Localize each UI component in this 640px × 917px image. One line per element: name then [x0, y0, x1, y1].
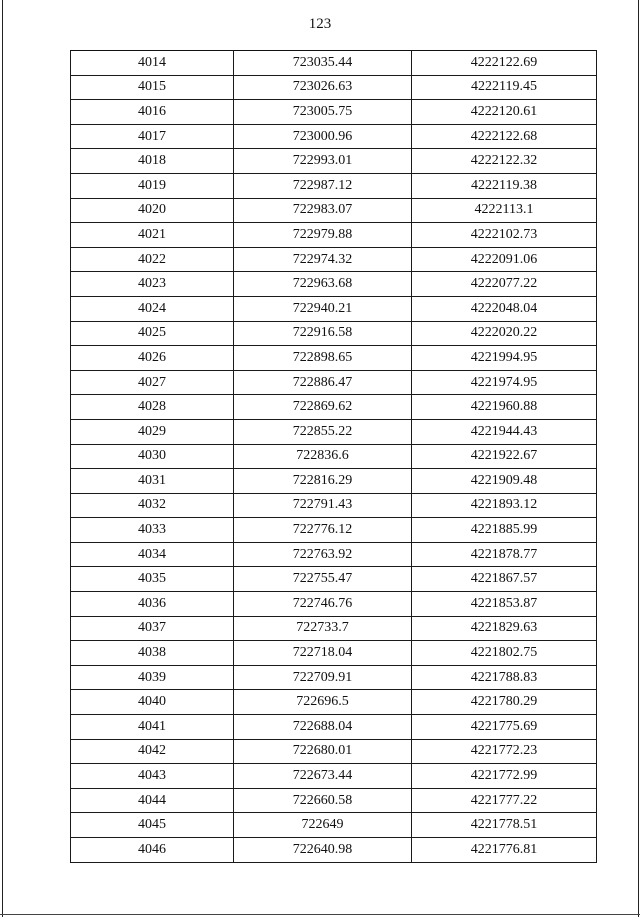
- y-coordinate-cell: 4222119.45: [412, 75, 597, 100]
- table-row: [71, 247, 597, 272]
- y-coordinate-cell: 4221775.69: [412, 715, 597, 740]
- point-id-cell: 4045: [71, 813, 234, 838]
- table-row: [71, 616, 597, 641]
- x-coordinate-cell: 722983.07: [234, 198, 412, 223]
- x-coordinate-cell: 723035.44: [234, 51, 412, 76]
- x-coordinate-cell: 723000.96: [234, 124, 412, 149]
- page-edge-bottom: [0, 914, 640, 915]
- table-row: [71, 444, 597, 469]
- point-id-cell: 4014: [71, 51, 234, 76]
- table-row: [71, 321, 597, 346]
- x-coordinate-cell: 722940.21: [234, 296, 412, 321]
- x-coordinate-cell: 722776.12: [234, 518, 412, 543]
- table-row: [71, 641, 597, 666]
- x-coordinate-cell: 722680.01: [234, 739, 412, 764]
- y-coordinate-cell: 4222077.22: [412, 272, 597, 297]
- point-id-cell: 4021: [71, 223, 234, 248]
- table-row: [71, 567, 597, 592]
- y-coordinate-cell: 4222120.61: [412, 100, 597, 125]
- x-coordinate-cell: 722718.04: [234, 641, 412, 666]
- y-coordinate-cell: 4221772.23: [412, 739, 597, 764]
- point-id-cell: 4027: [71, 370, 234, 395]
- point-id-cell: 4022: [71, 247, 234, 272]
- y-coordinate-cell: 4222020.22: [412, 321, 597, 346]
- y-coordinate-cell: 4221802.75: [412, 641, 597, 666]
- x-coordinate-cell: 722898.65: [234, 346, 412, 371]
- coordinates-table-body: [71, 51, 597, 863]
- y-coordinate-cell: 4222122.68: [412, 124, 597, 149]
- x-coordinate-cell: 722746.76: [234, 592, 412, 617]
- table-row: [71, 764, 597, 789]
- table-row: [71, 75, 597, 100]
- x-coordinate-cell: 722855.22: [234, 419, 412, 444]
- table-row: [71, 518, 597, 543]
- x-coordinate-cell: 722688.04: [234, 715, 412, 740]
- x-coordinate-cell: 722649: [234, 813, 412, 838]
- page-edge-right: [638, 0, 639, 917]
- point-id-cell: 4036: [71, 592, 234, 617]
- point-id-cell: 4042: [71, 739, 234, 764]
- point-id-cell: 4037: [71, 616, 234, 641]
- point-id-cell: 4038: [71, 641, 234, 666]
- point-id-cell: 4015: [71, 75, 234, 100]
- coordinates-table: [70, 50, 597, 863]
- table-row: [71, 592, 597, 617]
- y-coordinate-cell: 4221853.87: [412, 592, 597, 617]
- point-id-cell: 4040: [71, 690, 234, 715]
- x-coordinate-cell: 722755.47: [234, 567, 412, 592]
- point-id-cell: 4043: [71, 764, 234, 789]
- y-coordinate-cell: 4221778.51: [412, 813, 597, 838]
- x-coordinate-cell: 722673.44: [234, 764, 412, 789]
- table-row: [71, 715, 597, 740]
- point-id-cell: 4030: [71, 444, 234, 469]
- y-coordinate-cell: 4221776.81: [412, 838, 597, 863]
- x-coordinate-cell: 722987.12: [234, 173, 412, 198]
- point-id-cell: 4018: [71, 149, 234, 174]
- table-row: [71, 124, 597, 149]
- y-coordinate-cell: 4222122.69: [412, 51, 597, 76]
- table-row: [71, 223, 597, 248]
- point-id-cell: 4031: [71, 469, 234, 494]
- point-id-cell: 4025: [71, 321, 234, 346]
- table-row: [71, 395, 597, 420]
- table-row: [71, 370, 597, 395]
- x-coordinate-cell: 722696.5: [234, 690, 412, 715]
- point-id-cell: 4034: [71, 542, 234, 567]
- y-coordinate-cell: 4221960.88: [412, 395, 597, 420]
- table-row: [71, 272, 597, 297]
- point-id-cell: 4039: [71, 665, 234, 690]
- x-coordinate-cell: 722763.92: [234, 542, 412, 567]
- y-coordinate-cell: 4222048.04: [412, 296, 597, 321]
- table-row: [71, 198, 597, 223]
- point-id-cell: 4016: [71, 100, 234, 125]
- y-coordinate-cell: 4221893.12: [412, 493, 597, 518]
- y-coordinate-cell: 4222113.1: [412, 198, 597, 223]
- table-row: [71, 739, 597, 764]
- table-row: [71, 100, 597, 125]
- point-id-cell: 4024: [71, 296, 234, 321]
- point-id-cell: 4019: [71, 173, 234, 198]
- point-id-cell: 4017: [71, 124, 234, 149]
- table-row: [71, 149, 597, 174]
- x-coordinate-cell: 722869.62: [234, 395, 412, 420]
- table-row: [71, 665, 597, 690]
- page-number: 123: [308, 16, 332, 32]
- table-row: [71, 542, 597, 567]
- point-id-cell: 4035: [71, 567, 234, 592]
- y-coordinate-cell: 4221829.63: [412, 616, 597, 641]
- x-coordinate-cell: 722836.6: [234, 444, 412, 469]
- point-id-cell: 4029: [71, 419, 234, 444]
- x-coordinate-cell: 722733.7: [234, 616, 412, 641]
- table-row: [71, 690, 597, 715]
- x-coordinate-cell: 722886.47: [234, 370, 412, 395]
- x-coordinate-cell: 723005.75: [234, 100, 412, 125]
- y-coordinate-cell: 4221777.22: [412, 788, 597, 813]
- x-coordinate-cell: 722816.29: [234, 469, 412, 494]
- y-coordinate-cell: 4221974.95: [412, 370, 597, 395]
- x-coordinate-cell: 722974.32: [234, 247, 412, 272]
- y-coordinate-cell: 4221994.95: [412, 346, 597, 371]
- table-row: [71, 788, 597, 813]
- y-coordinate-cell: 4221772.99: [412, 764, 597, 789]
- x-coordinate-cell: 722993.01: [234, 149, 412, 174]
- table-row: [71, 419, 597, 444]
- point-id-cell: 4033: [71, 518, 234, 543]
- table-row: [71, 296, 597, 321]
- y-coordinate-cell: 4221909.48: [412, 469, 597, 494]
- x-coordinate-cell: 722963.68: [234, 272, 412, 297]
- point-id-cell: 4032: [71, 493, 234, 518]
- y-coordinate-cell: 4221780.29: [412, 690, 597, 715]
- table-row: [71, 51, 597, 76]
- y-coordinate-cell: 4222122.32: [412, 149, 597, 174]
- point-id-cell: 4041: [71, 715, 234, 740]
- x-coordinate-cell: 722709.91: [234, 665, 412, 690]
- point-id-cell: 4026: [71, 346, 234, 371]
- y-coordinate-cell: 4221885.99: [412, 518, 597, 543]
- table-row: [71, 173, 597, 198]
- point-id-cell: 4023: [71, 272, 234, 297]
- x-coordinate-cell: 723026.63: [234, 75, 412, 100]
- page-edge-left: [2, 0, 3, 917]
- point-id-cell: 4020: [71, 198, 234, 223]
- table-row: [71, 493, 597, 518]
- y-coordinate-cell: 4221788.83: [412, 665, 597, 690]
- table-row: [71, 838, 597, 863]
- x-coordinate-cell: 722979.88: [234, 223, 412, 248]
- x-coordinate-cell: 722916.58: [234, 321, 412, 346]
- y-coordinate-cell: 4222119.38: [412, 173, 597, 198]
- table-row: [71, 813, 597, 838]
- x-coordinate-cell: 722640.98: [234, 838, 412, 863]
- y-coordinate-cell: 4221922.67: [412, 444, 597, 469]
- table-row: [71, 346, 597, 371]
- y-coordinate-cell: 4222102.73: [412, 223, 597, 248]
- y-coordinate-cell: 4221867.57: [412, 567, 597, 592]
- point-id-cell: 4044: [71, 788, 234, 813]
- x-coordinate-cell: 722791.43: [234, 493, 412, 518]
- table-row: [71, 469, 597, 494]
- y-coordinate-cell: 4221878.77: [412, 542, 597, 567]
- point-id-cell: 4046: [71, 838, 234, 863]
- y-coordinate-cell: 4222091.06: [412, 247, 597, 272]
- x-coordinate-cell: 722660.58: [234, 788, 412, 813]
- point-id-cell: 4028: [71, 395, 234, 420]
- y-coordinate-cell: 4221944.43: [412, 419, 597, 444]
